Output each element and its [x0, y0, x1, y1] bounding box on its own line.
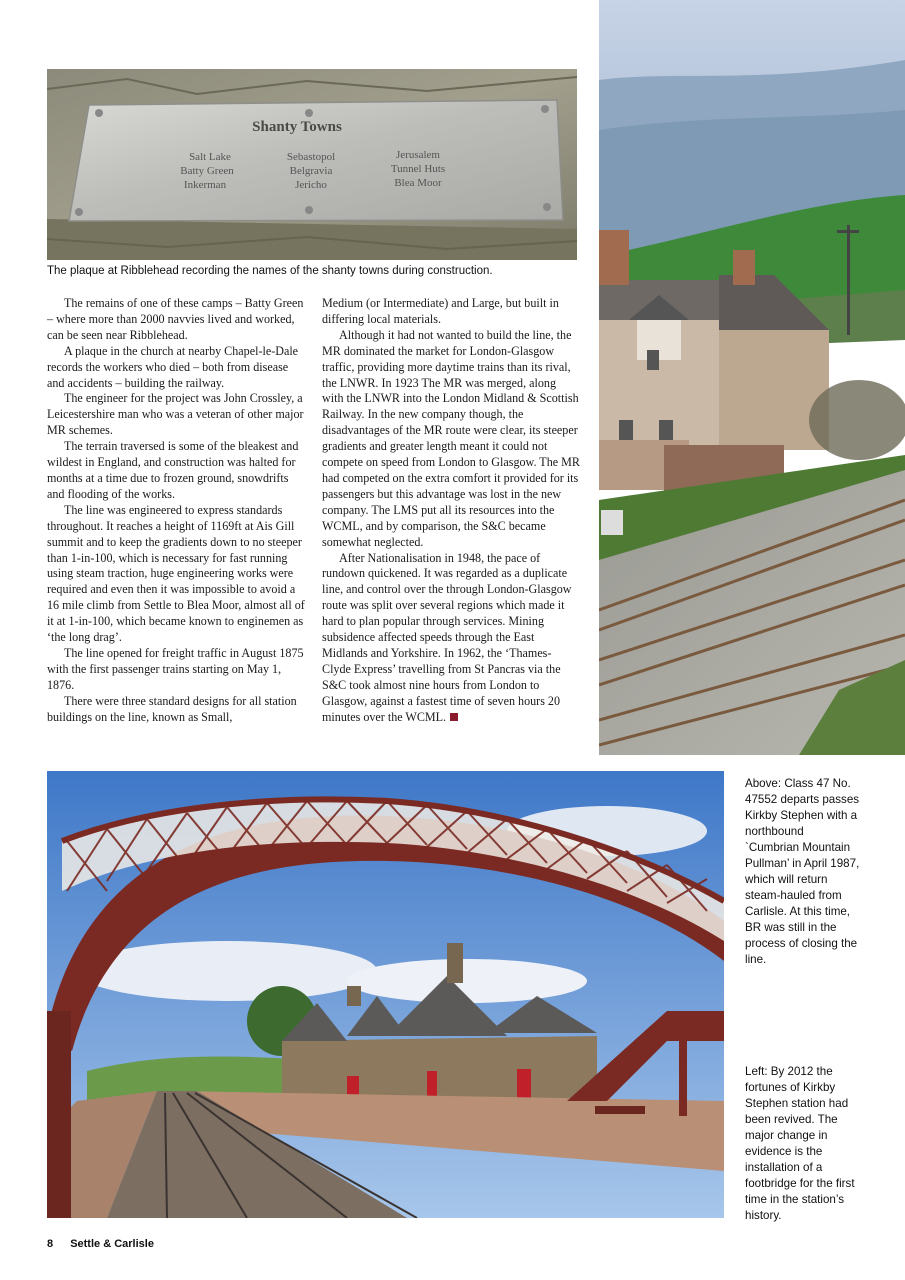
article-paragraph: The line opened for freight traffic in August 1875 with the first passenger trains starting on May 1, 1876. — [47, 645, 304, 692]
article-column-left — [47, 296, 305, 725]
plaque-name: Tunnel Huts — [390, 163, 446, 175]
plaque-name: Jerusalem — [396, 149, 440, 161]
plaque-name: Batty Green — [180, 165, 234, 177]
article-paragraph: The terrain traversed is some of the bleakest and wildest in England, and construction was halted for months at a time due to frozen ground, snowdrifts and flooding of the works. — [47, 439, 299, 501]
article-paragraph: The line was engineered to express standards throughout. It reaches a height of 1169ft at Ais Gill summit and to keep the gradients down to no steeper than 1-in-100, which is necessary for fast running using steam traction, huge engineering works were required and even then it was impossible to avoid a 16 mile climb from Settle to Blea Moor, almost all of it at 1-in-100, which became known to enginemen as ‘the long drag’. — [47, 502, 305, 645]
plaque-name: Belgravia — [289, 165, 333, 177]
article-paragraph: A plaque in the church at nearby Chapel-le-Dale records the workers who died – both from disease and accidents – building the railway. — [47, 343, 299, 390]
article-paragraph: The remains of one of these camps – Batty Green – where more than 2000 navvies lived and worked, can be seen near Ribblehead. — [47, 296, 304, 342]
plaque-name: Inkerman — [183, 179, 227, 191]
article-paragraph-continued: Medium (or Intermediate) and Large, but built in differing local materials. — [322, 296, 559, 326]
article-column-right — [322, 296, 580, 725]
publication-title: Settle & Carlisle — [70, 1238, 154, 1250]
plaque-name: Salt Lake — [189, 151, 231, 163]
page-number: 8 — [47, 1238, 54, 1250]
article-paragraph-last — [322, 551, 580, 726]
station-photo-kirkby-stephen-2012 — [47, 771, 724, 1218]
plaque-name: Blea Moor — [394, 177, 442, 189]
article-paragraph: There were three standard designs for all station buildings on the line, known as Small, — [47, 693, 297, 724]
plaque-name: Sebastopol — [286, 151, 336, 163]
article-paragraph-text: After Nationalisation in 1948, the pace of rundown quickened. It was regarded as a duplicate line, and control over the through London-Glasgow route was split over several regions which made it hard to plan popular through services. Mining subsidence affected speeds through the East Midlands and Yorkshire. In 1962, the ‘Thames-Clyde Express’ travelling from St Pancras via the S&C took almost nine hours from London to Glasgow, against a fastest time of seven hours 20 minutes over the WCML. — [322, 550, 572, 724]
train-photo-kirkby-stephen-1987 — [599, 0, 905, 755]
end-of-article-mark — [450, 713, 458, 721]
plaque-photo — [47, 69, 577, 260]
plaque-caption: The plaque at Ribblehead recording the names of the shanty towns during construction. — [47, 265, 493, 277]
article-paragraph: The engineer for the project was John Crossley, a Leicestershire man who was a veteran of other major MR schemes. — [47, 391, 304, 438]
caption-left: Left: By 2012 the fortunes of Kirkby Stephen station had been revived. The major change in evidence is the installation of a footbridge for the first time in the station’s history. — [745, 1065, 855, 1222]
article-paragraph: Although it had not wanted to build the line, the MR dominated the market for London-Glasgow traffic, providing more daytime trains than its rival, the LNWR. In 1923 The MR was merged, along with the LNWR into the London Midland & Scottish Railway. In the new company though, the disadvantages of the MR route were clear, its steeper gradients and greater length meant it could not compete on speed from London to Glasgow. The MR had competed on the extra comfort it provided for its passengers but this advantage was lost in the new company. The LMS put all its resources into the WCML, and by comparison, the S&C became somewhat neglected. — [322, 327, 580, 549]
caption-above: Above: Class 47 No. 47552 departs passes Kirkby Stephen with a northbound `Cumbrian Mountain Pullman’ in April 1987, which will return steam-hauled from Carlisle. At this time, BR was still in the process of closing the line. — [745, 777, 860, 966]
plaque-name: Jericho — [295, 179, 327, 191]
page-footer — [47, 1238, 168, 1250]
plaque-title: Shanty Towns — [252, 119, 342, 135]
